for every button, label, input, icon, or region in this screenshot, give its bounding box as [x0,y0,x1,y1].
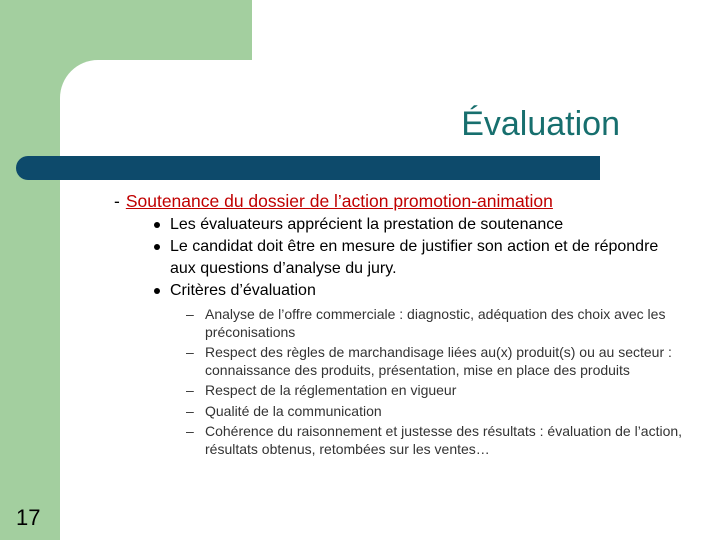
bullet-list [154,214,674,302]
sub-bullet-dash: – [186,306,194,322]
heading-link[interactable]: Soutenance du dossier de l’action promotion-animation [125,191,553,211]
sub-bullet-text: Cohérence du raisonnement et justesse des résultats : évaluation de l’action, résultats obtenus, retombées sur les ventes… [205,423,683,457]
bullet-dot-icon [154,288,160,294]
slide-background-top [252,0,720,62]
sub-bullet-dash: – [186,423,194,439]
sub-bullet-item [186,382,696,400]
bullet-text: Les évaluateurs apprécient la prestation de soutenance [170,216,564,233]
bullet-item [154,236,674,279]
sub-bullet-text: Analyse de l’offre commerciale : diagnostic, adéquation des choix avec les préconisations [205,306,666,340]
bullet-item [154,214,674,236]
bullet-dot-icon [154,222,160,228]
section-heading [114,190,553,212]
sub-bullet-text: Qualité de la communication [205,402,382,419]
sub-bullet-list [186,306,696,461]
sub-bullet-item [186,423,696,458]
sub-bullet-text: Respect des règles de marchandisage liées au(x) produit(s) ou au secteur : connaissance des produits, présentation, mise en place des produits [205,344,672,378]
bullet-item [154,280,674,302]
sub-bullet-item [186,344,696,379]
sub-bullet-dash: – [186,402,194,419]
slide-title: Évaluation [461,105,620,143]
sub-bullet-text: Respect de la réglementation en vigueur [205,382,457,398]
title-underline-bar [16,156,600,180]
sub-bullet-item [186,403,696,421]
sub-bullet-item [186,306,696,341]
bullet-text: Le candidat doit être en mesure de justifier son action et de répondre aux questions d’analyse du jury. [170,238,659,277]
bullet-text: Critères d’évaluation [170,281,316,299]
bullet-dot-icon [154,244,160,250]
sub-bullet-dash: – [186,344,194,360]
sub-bullet-dash: – [186,382,194,398]
heading-dash: - [114,191,120,211]
page-number: 17 [16,505,41,530]
